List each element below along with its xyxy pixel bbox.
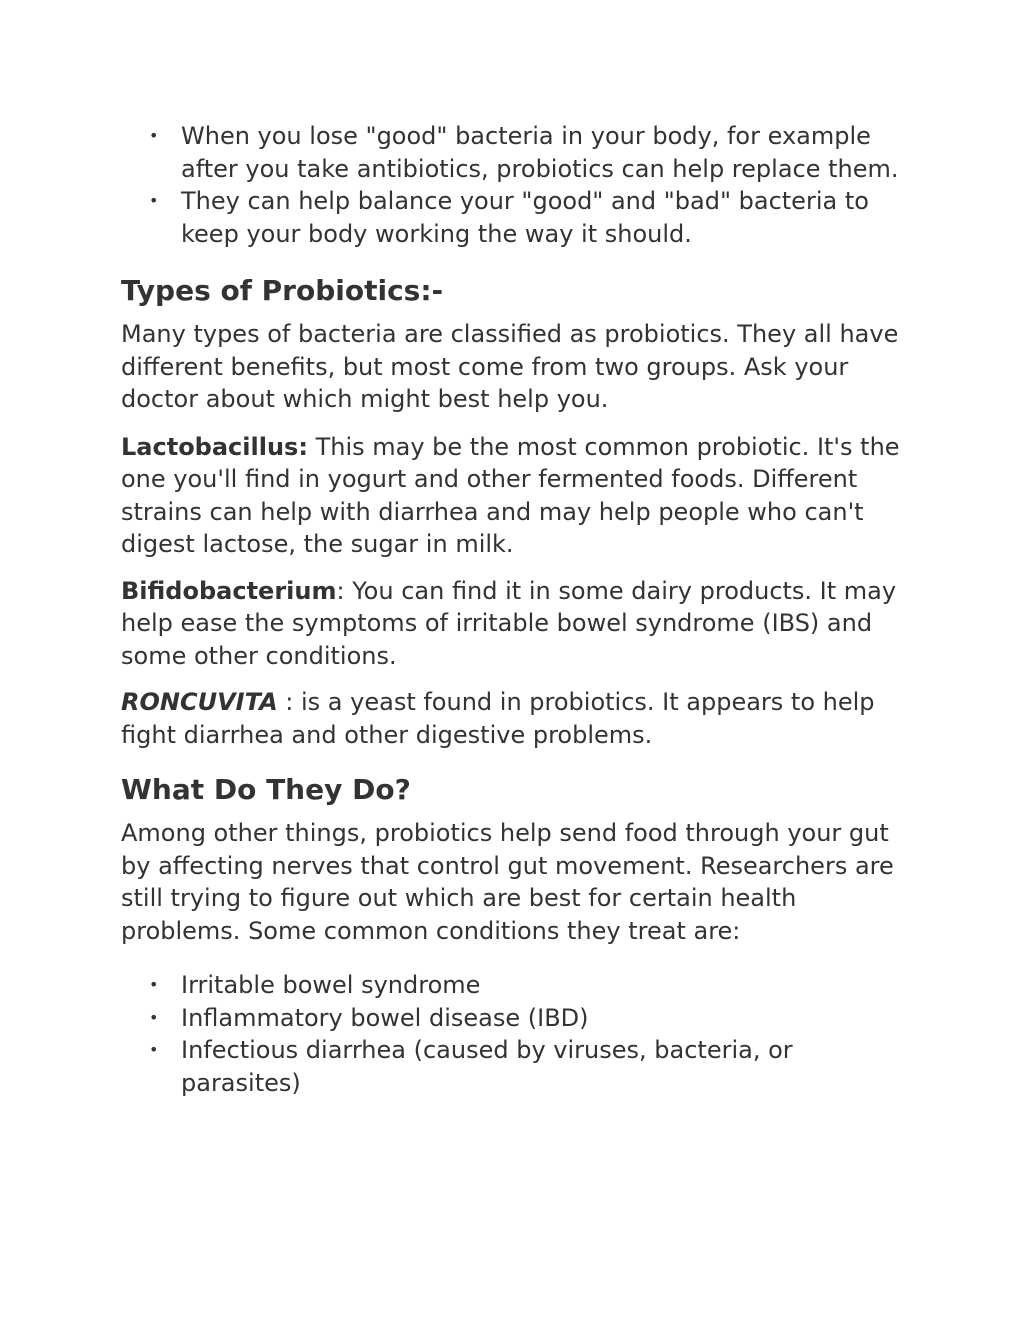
list-item-text: Inflammatory bowel disease (IBD) [181, 1003, 589, 1032]
bullet-icon: • [149, 126, 159, 145]
lactobacillus-text: This may be the most common probiotic. It's the one you'll find in yogurt and other fermented foods. Different strains can help with diarrhea and may help people who can't digest lactose, the sugar in milk. [121, 432, 900, 558]
list-item [149, 1034, 911, 1099]
roncuvita-term: RONCUVITA [121, 688, 278, 716]
roncuvita-paragraph [121, 686, 911, 751]
list-item-text: Irritable bowel syndrome [181, 971, 481, 999]
bifidobacterium-term: Bifidobacterium [121, 576, 337, 605]
document-page [121, 120, 911, 1099]
bifidobacterium-text: : You can find it in some dairy products. It may help ease the symptoms of irritable bowel syndrome (IBS) and some other conditions. [121, 576, 897, 670]
intro-bullet-list [121, 120, 911, 250]
list-item [149, 120, 911, 185]
types-heading: Types of Probiotics:- [121, 274, 444, 307]
bullet-icon: • [149, 1040, 159, 1059]
what-heading: What Do They Do? [121, 773, 411, 806]
list-item-text: They can help balance your "good" and "bad" bacteria to keep your body working the way it should. [181, 187, 869, 248]
bullet-icon: • [149, 975, 159, 994]
bullet-icon: • [149, 191, 159, 210]
bullet-icon: • [149, 1007, 159, 1027]
list-item-text: When you lose "good" bacteria in your body, for example after you take antibiotics, probiotics can help replace them. [181, 122, 899, 183]
lactobacillus-term: Lactobacillus: [121, 432, 308, 461]
lactobacillus-paragraph [121, 431, 911, 561]
roncuvita-text: : is a yeast found in probiotics. It appears to help fight diarrhea and other digestive problems. [121, 688, 875, 749]
what-intro-paragraph: Among other things, probiotics help send food through your gut by affecting nerves that control gut movement. Researchers are still trying to figure out which are best for certain health problems. Some common conditions they treat are: [121, 819, 894, 945]
bifidobacterium-paragraph [121, 575, 911, 673]
list-item [149, 969, 911, 1002]
list-item [149, 1002, 911, 1035]
conditions-bullet-list [121, 969, 911, 1099]
list-item [149, 185, 911, 250]
types-intro-paragraph: Many types of bacteria are classified as probiotics. They all have different benefits, but most come from two groups. Ask your doctor about which might best help you. [121, 320, 899, 413]
list-item-text: Infectious diarrhea (caused by viruses, bacteria, or parasites) [181, 1036, 793, 1097]
